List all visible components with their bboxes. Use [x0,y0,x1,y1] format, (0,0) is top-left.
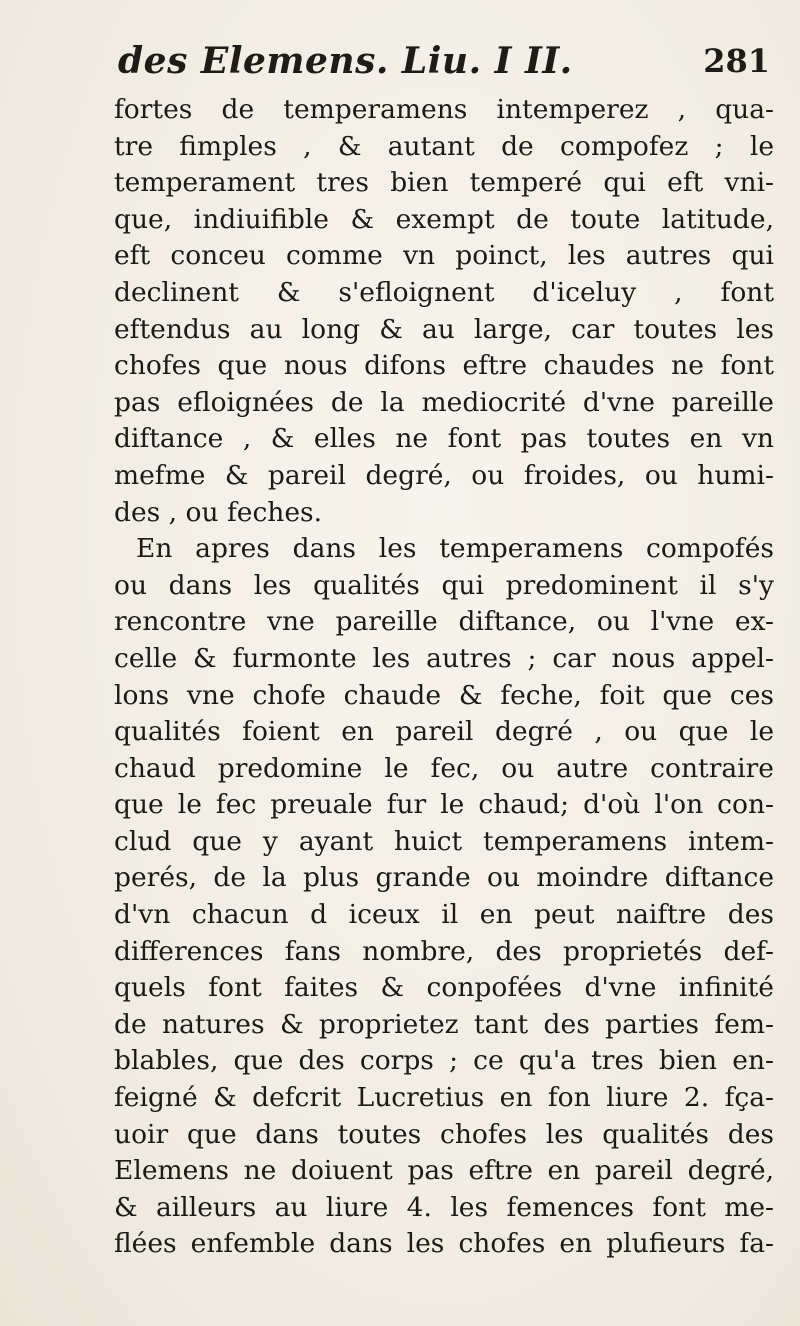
text-line: eftendus au long & au large, car toutes les [114,313,774,345]
page-header [90,40,770,90]
text-line: rencontre vne pareille diftance, ou l'vne ex- [114,606,774,638]
text-line: clud que y ayant huict temperamens intem- [114,825,774,857]
text-line: En apres dans les temperamens compofés [136,533,774,565]
text-line: pas efloignées de la mediocrité d'vne pareille [114,386,774,418]
text-line: uoir que dans toutes chofes les qualités des [114,1118,774,1150]
text-line: Elemens ne doiuent pas eftre en pareil degré, [114,1155,774,1187]
text-line: lons vne chofe chaude & feche, foit que ces [114,679,774,711]
text-line: que, indiuifible & exempt de toute latitude, [114,203,774,235]
text-line: de natures & proprietez tant des parties fem- [114,1008,774,1040]
text-line: qualités foient en pareil degré , ou que le [114,716,774,748]
body-text [114,92,774,1263]
text-line: chaud predomine le fec, ou autre contraire [114,752,774,784]
text-line: ou dans les qualités qui predominent il s'y [114,569,774,601]
text-line: eft conceu comme vn poinct, les autres qui [114,240,774,272]
page-number: 281 [703,42,770,80]
running-title: des Elemens. Liu. I II. [118,40,573,82]
text-line: declinent & s'efloignent d'iceluy , font [114,276,774,308]
text-line: tre fimples , & autant de compofez ; le [114,130,774,162]
text-line: blables, que des corps ; ce qu'a tres bien en- [114,1045,774,1077]
text-line: des , ou feches. [114,496,323,528]
text-line: celle & furmonte les autres ; car nous appel- [114,642,774,674]
text-line: d'vn chacun d iceux il en peut naiftre des [114,899,774,931]
text-line: temperament tres bien temperé qui eft vni- [114,167,774,199]
text-line: feigné & defcrit Lucretius en fon liure 2. fça- [114,1082,774,1114]
text-line: & ailleurs au liure 4. les femences font me- [114,1191,774,1223]
text-line: perés, de la plus grande ou moindre diftance [114,862,774,894]
text-line: differences fans nombre, des proprietés def- [114,935,774,967]
text-line: diftance , & elles ne font pas toutes en vn [114,423,774,455]
text-line: mefme & pareil degré, ou froides, ou humi- [114,459,774,491]
text-line: que le fec preuale fur le chaud; d'où l'on con- [114,789,774,821]
text-line: chofes que nous difons eftre chaudes ne font [114,350,774,382]
text-line: flées enfemble dans les chofes en plufieurs fa- [114,1228,774,1260]
text-line: fortes de temperamens intemperez , qua- [114,94,774,125]
text-line: quels font faites & conpofées d'vne infinité [114,972,774,1004]
